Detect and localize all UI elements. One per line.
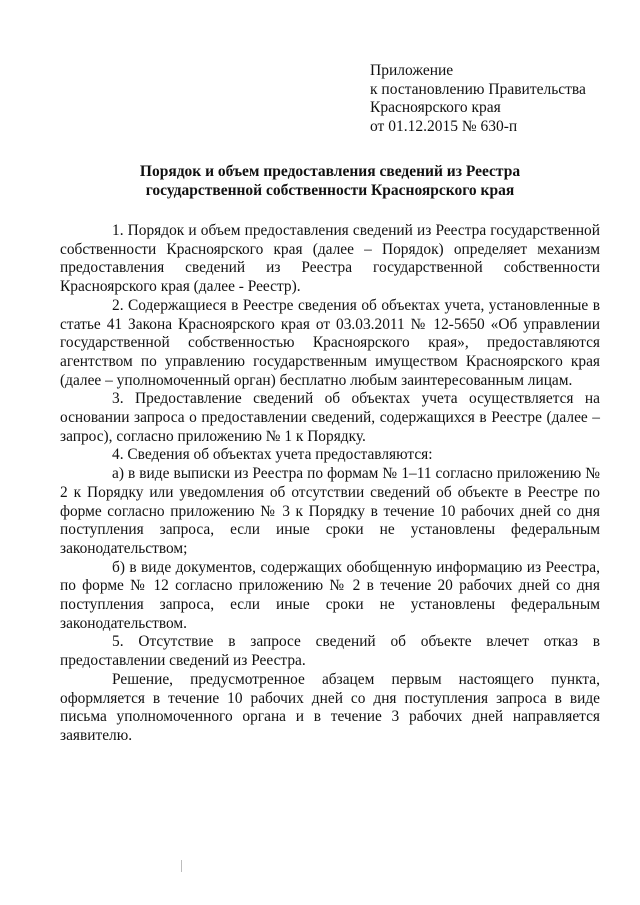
document-title [60, 162, 600, 200]
paragraph-3: 3. Предоставление сведений об объектах учета осуществляется на основании запроса о предоставлении сведений, содержащихся в Реестре (далее – запрос), согласно приложению № 1 к Порядку. [60, 390, 600, 445]
paragraph-1: 1. Порядок и объем предоставления сведений из Реестра государственной собственности Красноярского края (далее – Порядок) определяет механизм предоставления сведений из Реестра государственной собственности Красноярского края (далее - Реестр). [60, 222, 600, 296]
document-title-line-1: Порядок и объем предоставления сведений из Реестра [139, 163, 521, 180]
paragraph-4a: а) в виде выписки из Реестра по формам № 1–11 согласно приложению № 2 к Порядку или уведомления об отсутствии сведений об объекте в Реестре по форме согласно приложению № 3 к Порядку в течение 10 рабочих дней со дня поступления запроса, если иные сроки не установлены федеральным законодательством; [60, 465, 600, 557]
paragraph-5: 5. Отсутствие в запросе сведений об объекте влечет отказ в предоставлении сведений из Реестра. [60, 633, 600, 670]
document-body [60, 222, 600, 746]
appendix-date-number: от 01.12.2015 № 630-п [370, 117, 518, 135]
paragraph-2: 2. Содержащиеся в Реестре сведения об объектах учета, установленные в статье 41 Закона Красноярского края от 03.03.2011 № 12-5650 «Об управлении государственной собственностью Красноярского края», предоставляются агентством по управлению государственным имуществом Красноярского края (далее – уполномоченный орган) бесплатно любым заинтересованным лицам. [60, 296, 600, 389]
appendix-header [370, 62, 630, 136]
appendix-label: Приложение [370, 62, 454, 79]
document-title-line-2: государственной собственности Красноярского края [145, 182, 515, 199]
paragraph-4: 4. Сведения об объектах учета предоставляются: [112, 446, 433, 464]
appendix-region-line: Красноярского края [370, 99, 501, 116]
paragraph-4b: б) в виде документов, содержащих обобщенную информацию из Реестра, по форме № 12 согласно приложению № 2 в течение 20 рабочих дней со дня поступления запроса, если иные сроки не установлены федеральным законодательством. [60, 558, 600, 632]
scan-artifact-mark [181, 860, 182, 872]
appendix-resolution-line: к постановлению Правительства [370, 80, 586, 98]
paragraph-5-decision: Решение, предусмотренное абзацем первым настоящего пункта, оформляется в течение 10 рабочих дней со дня поступления запроса в виде письма уполномоченного органа и в течение 3 рабочих дней направляется заявителю. [60, 670, 600, 744]
